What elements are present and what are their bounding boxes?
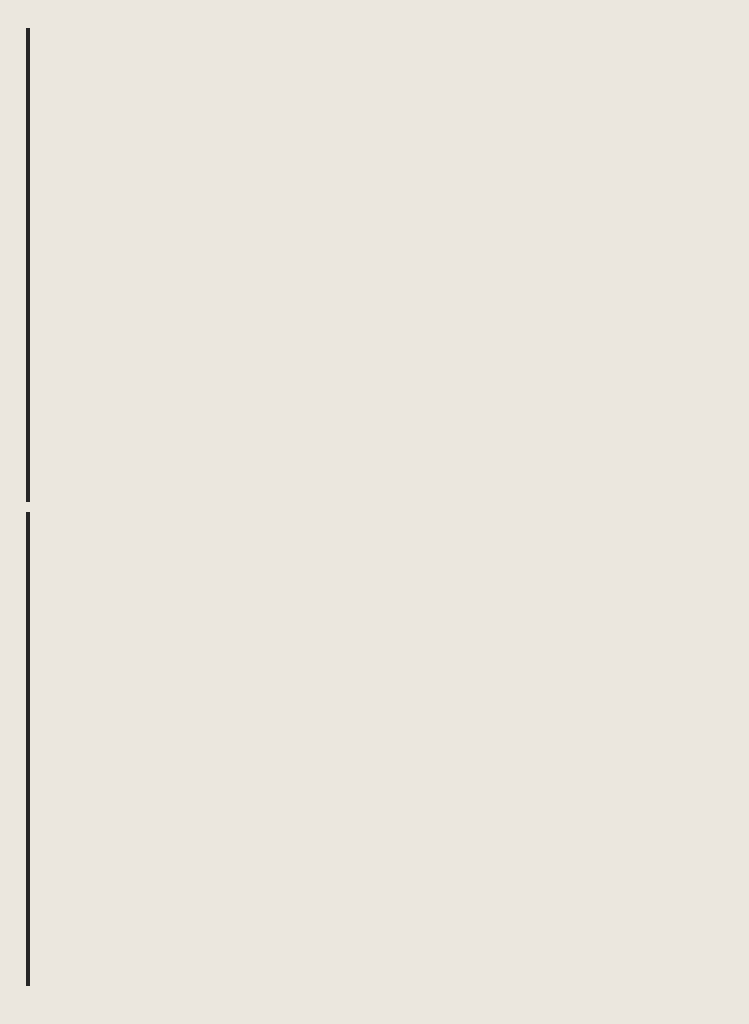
continuation-and-editorial-table xyxy=(26,512,30,986)
health-unit-roster-table xyxy=(26,28,30,502)
scanned-page xyxy=(26,28,726,986)
